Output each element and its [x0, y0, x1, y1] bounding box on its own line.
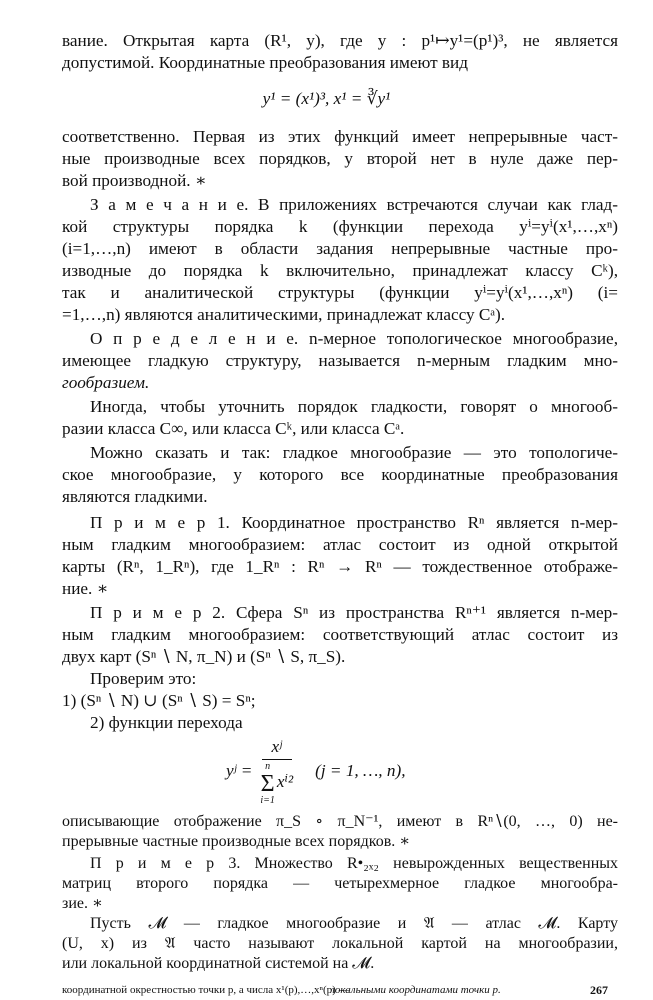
sum-term: xⁱ²	[276, 771, 294, 791]
fraction-denominator	[260, 760, 293, 806]
formula-transition-functions	[226, 732, 406, 810]
summation-sign	[260, 762, 275, 806]
text-line: гообразием.	[62, 373, 150, 392]
text-line: локальными координатами точки p.	[330, 984, 501, 996]
formula-lhs: yʲ =	[226, 761, 253, 780]
text-line: ные производные всех порядков, у второй нет в нуле даже пер-	[62, 149, 618, 168]
text-line: допустимой. Координатные преобразования имеют вид	[62, 53, 468, 72]
page-number: 267	[590, 983, 608, 997]
text-line: Пусть 𝓜 — гладкое многообразие и 𝔄 — атлас 𝓜. Карту	[90, 915, 618, 932]
text-line: 2) функции перехода	[90, 713, 243, 732]
definition-heading-line: О п р е д е л е н и е. n-мерное топологическое многообразие,	[90, 329, 618, 348]
text-line: матриц второго порядка — четырехмерное гладкое многообра-	[62, 875, 618, 892]
text-line: соответственно. Первая из этих функций имеет непрерывные част-	[62, 127, 618, 146]
text-line: 1) (Sⁿ ∖ N) ∪ (Sⁿ ∖ S) = Sⁿ;	[62, 691, 256, 710]
text-line: двух карт (Sⁿ ∖ N, π_N) и (Sⁿ ∖ S, π_S).	[62, 647, 346, 666]
remark-heading-line: З а м е ч а н и е. В приложениях встречаются случаи как глад-	[90, 195, 618, 214]
text-line: разии класса C∞, или класса Cᵏ, или класса Cᵃ.	[62, 419, 405, 438]
text-line: (i=1,…,n) имеют в области задания непрерывные частные про-	[62, 239, 618, 258]
text-line: карты (Rⁿ, 1_Rⁿ), где 1_Rⁿ : Rⁿ → Rⁿ — тождественное отображе-	[62, 557, 618, 576]
text-line: изводные до порядка k включительно, принадлежат классу Cᵏ),	[62, 261, 618, 280]
text-line: Проверим это:	[90, 669, 197, 688]
text-line: или локальной координатной системой на 𝓜.	[62, 955, 375, 972]
text-line: ным гладким многообразием: соответствующий атлас состоит из	[62, 625, 618, 644]
fraction	[260, 737, 293, 806]
formula-condition: (j = 1, …, n),	[315, 761, 406, 780]
text-line: Иногда, чтобы уточнить порядок гладкости, говорят о многооб-	[90, 397, 618, 416]
sum-upper-limit: n	[265, 760, 271, 772]
text-line: Можно сказать и так: гладкое многообразие — это топологиче-	[90, 443, 618, 462]
formula-coordinate-transform: y¹ = (x¹)³, x¹ = ∛y¹	[262, 89, 391, 108]
sum-lower-limit: i=1	[260, 794, 275, 806]
text-line: координатной окрестностью точки p, а числа x¹(p),…,xⁿ(p) —	[62, 984, 350, 996]
text-line: прерывные частные производные всех порядков. ∗	[62, 833, 411, 850]
text-line: кой структуры порядка k (функции перехода yⁱ=yⁱ(x¹,…,xⁿ)	[62, 217, 618, 236]
text-line: ние. ∗	[62, 579, 109, 598]
text-line: описывающие отображение π_S ∘ π_N⁻¹, имеют в Rⁿ∖(0, …, 0) не-	[62, 813, 618, 830]
text-line: имеющее гладкую структуру, называется n-мерным гладким мно-	[62, 351, 618, 370]
text-line: вой производной. ∗	[62, 171, 207, 190]
text-line: (U, x) из 𝔄 часто называют локальной картой на многообразии,	[62, 935, 618, 952]
fraction-numerator: xʲ	[262, 737, 292, 760]
text-line: ское многообразие, у которого все координатные преобразования	[62, 465, 618, 484]
text-line: являются гладкими.	[62, 487, 208, 506]
sigma-glyph: Σ	[260, 770, 275, 797]
text-line: ным гладким многообразием: атлас состоит из одной открытой	[62, 535, 618, 554]
example-1-heading-line: П р и м е р 1. Координатное пространство Rⁿ является n-мер-	[90, 513, 618, 532]
text-line: =1,…,n) являются аналитическими, принадлежат классу Cᵃ).	[62, 305, 506, 324]
example-2-heading-line: П р и м е р 2. Сфера Sⁿ из пространства Rⁿ⁺¹ является n-мер-	[90, 603, 618, 622]
text-line: зие. ∗	[62, 895, 103, 912]
text-line: вание. Открытая карта (R¹, y), где y : p¹↦y¹=(p¹)³, не является	[62, 31, 618, 50]
text-line: так и аналитической структуры (функции yⁱ=yⁱ(x¹,…,xⁿ) (i=	[62, 283, 618, 302]
example-3-heading-line: П р и м е р 3. Множество R•₂ₓ₂ невырожденных вещественных	[90, 855, 618, 872]
